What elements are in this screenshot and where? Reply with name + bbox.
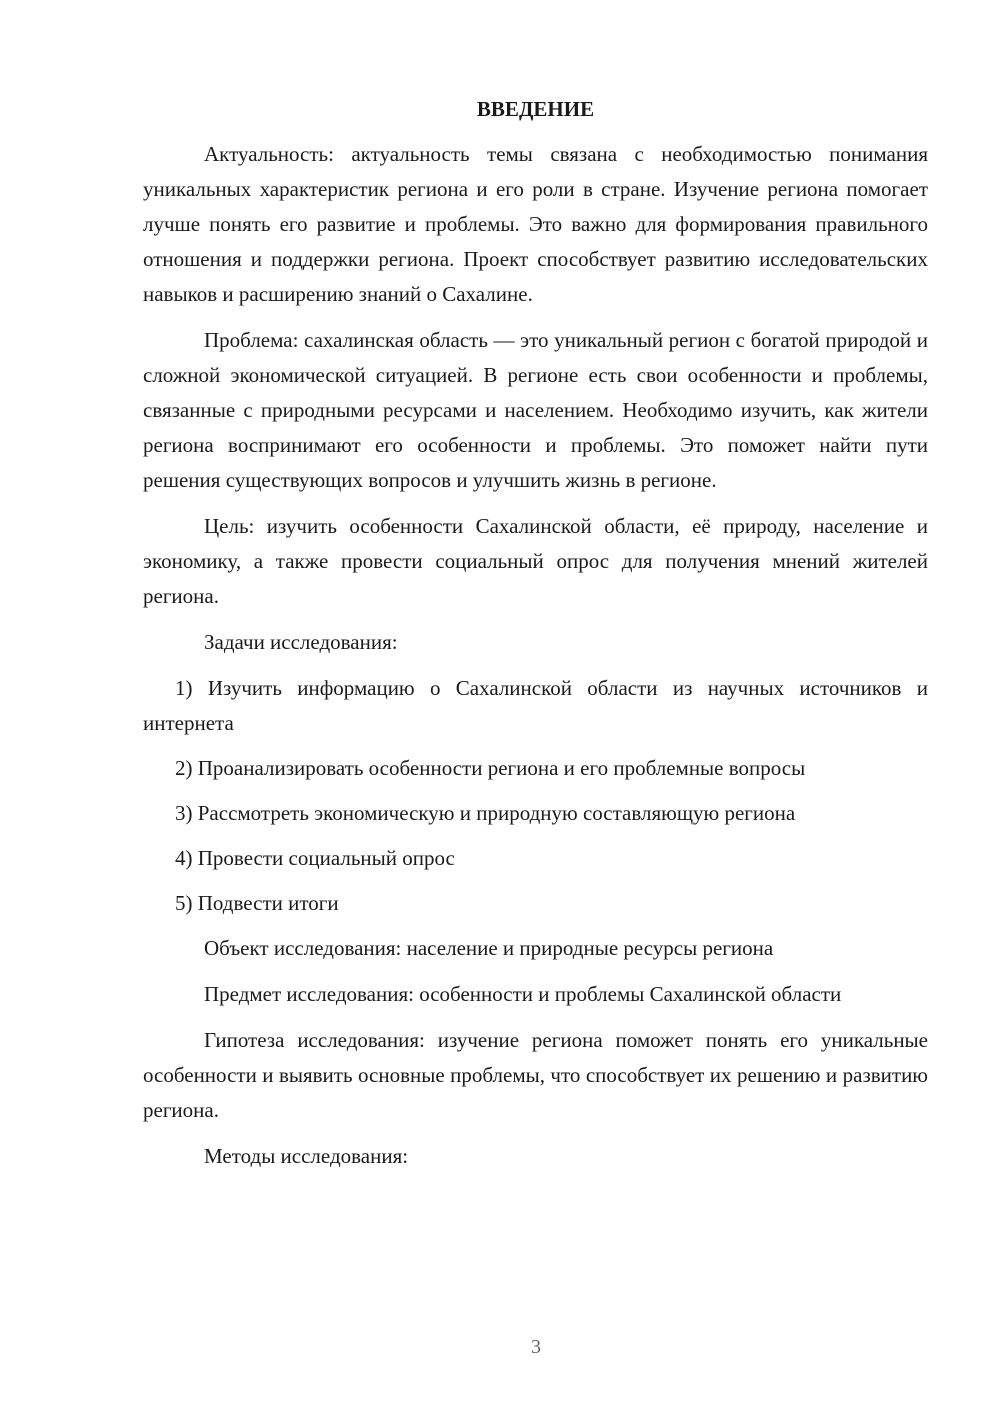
list-item: 3) Рассмотреть экономическую и природную составляющую региона [175,801,796,825]
page-content [143,92,928,1185]
paragraph-hypothesis: Гипотеза исследования: изучение региона поможет понять его уникальные особенности и выявить основные проблемы, что способствует их решению и развитию региона. [143,1028,928,1122]
list-item: 1) Изучить информацию о Сахалинской области из научных источников и интернета [143,676,928,735]
list-item: 5) Подвести итоги [175,891,339,915]
paragraph-methods-heading: Методы исследования: [204,1144,409,1168]
page-number: 3 [531,1336,541,1358]
list-item: 2) Проанализировать особенности региона и его проблемные вопросы [175,756,806,780]
tasks-list [143,671,928,921]
paragraph-relevance: Актуальность: актуальность темы связана с необходимостью понимания уникальных характеристик региона и его роли в стране. Изучение региона помогает лучше понять его развитие и проблемы. Это важно для формирования правильного отношения и поддержки региона. Проект способствует развитию исследовательских навыков и расширению знаний о Сахалине. [143,142,928,306]
paragraph-tasks-heading: Задачи исследования: [204,630,398,654]
section-title: ВВЕДЕНИЕ [476,97,595,121]
paragraph-subject: Предмет исследования: особенности и проблемы Сахалинской области [204,982,842,1006]
paragraph-object: Объект исследования: население и природные ресурсы региона [204,936,774,960]
paragraph-goal: Цель: изучить особенности Сахалинской области, её природу, население и экономику, а также провести социальный опрос для получения мнений жителей региона. [143,514,928,608]
list-item: 4) Провести социальный опрос [175,846,455,870]
paragraph-problem: Проблема: сахалинская область — это уникальный регион с богатой природой и сложной экономической ситуацией. В регионе есть свои особенности и проблемы, связанные с природными ресурсами и населением. Необходимо изучить, как жители региона воспринимают его особенности и проблемы. Это поможет найти пути решения существующих вопросов и улучшить жизнь в регионе. [143,328,928,492]
